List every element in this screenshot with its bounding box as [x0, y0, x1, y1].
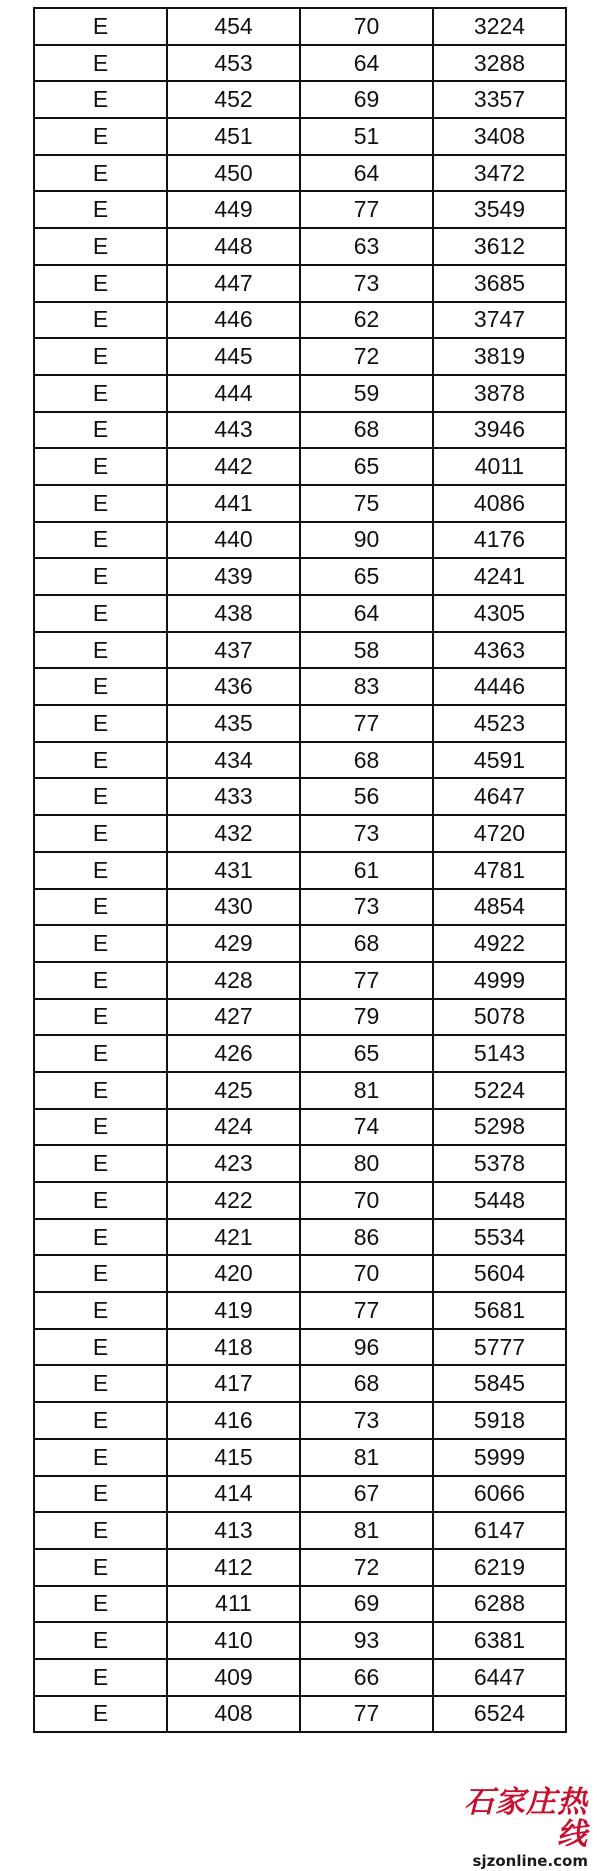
table-row — [34, 375, 566, 412]
cumulative-cell: 5378 — [433, 1145, 566, 1182]
cumulative-cell: 6381 — [433, 1622, 566, 1659]
table-row — [34, 155, 566, 192]
table-row — [34, 815, 566, 852]
score-cell: 424 — [167, 1109, 300, 1146]
count-cell: 73 — [300, 265, 433, 302]
cumulative-cell: 5999 — [433, 1439, 566, 1476]
count-cell: 77 — [300, 1696, 433, 1733]
count-cell: 65 — [300, 448, 433, 485]
grade-cell: E — [34, 375, 167, 412]
table-row — [34, 1512, 566, 1549]
grade-cell: E — [34, 1035, 167, 1072]
grade-cell: E — [34, 999, 167, 1036]
score-cell: 414 — [167, 1476, 300, 1513]
grade-cell: E — [34, 265, 167, 302]
count-cell: 96 — [300, 1329, 433, 1366]
count-cell: 83 — [300, 668, 433, 705]
table-row — [34, 999, 566, 1036]
count-cell: 62 — [300, 302, 433, 339]
cumulative-cell: 6066 — [433, 1476, 566, 1513]
grade-cell: E — [34, 302, 167, 339]
cumulative-cell: 4305 — [433, 595, 566, 632]
count-cell: 69 — [300, 1586, 433, 1623]
cumulative-cell: 3819 — [433, 338, 566, 375]
grade-cell: E — [34, 1329, 167, 1366]
cumulative-cell: 4922 — [433, 925, 566, 962]
count-cell: 77 — [300, 1292, 433, 1329]
count-cell: 51 — [300, 118, 433, 155]
score-cell: 438 — [167, 595, 300, 632]
score-cell: 437 — [167, 632, 300, 669]
grade-cell: E — [34, 852, 167, 889]
count-cell: 93 — [300, 1622, 433, 1659]
grade-cell: E — [34, 522, 167, 559]
count-cell: 77 — [300, 191, 433, 228]
table-row — [34, 1072, 566, 1109]
count-cell: 65 — [300, 1035, 433, 1072]
score-cell: 423 — [167, 1145, 300, 1182]
cumulative-cell: 3549 — [433, 191, 566, 228]
score-cell: 434 — [167, 742, 300, 779]
grade-cell: E — [34, 815, 167, 852]
score-cell: 436 — [167, 668, 300, 705]
grade-cell: E — [34, 962, 167, 999]
score-cell: 432 — [167, 815, 300, 852]
watermark-url: sjzonline.com — [472, 1852, 588, 1870]
table-row — [34, 558, 566, 595]
table-row — [34, 228, 566, 265]
grade-cell: E — [34, 1476, 167, 1513]
table-row — [34, 81, 566, 118]
watermark-logo: 石家庄热线 — [464, 1785, 588, 1852]
cumulative-cell: 3288 — [433, 45, 566, 82]
table-row — [34, 1365, 566, 1402]
score-cell: 444 — [167, 375, 300, 412]
cumulative-cell: 4176 — [433, 522, 566, 559]
table-row — [34, 962, 566, 999]
table-row — [34, 1659, 566, 1696]
cumulative-cell: 4720 — [433, 815, 566, 852]
table-row — [34, 705, 566, 742]
score-cell: 415 — [167, 1439, 300, 1476]
grade-cell: E — [34, 1402, 167, 1439]
score-cell: 447 — [167, 265, 300, 302]
table-row — [34, 1182, 566, 1219]
score-cell: 439 — [167, 558, 300, 595]
grade-cell: E — [34, 595, 167, 632]
table-row — [34, 412, 566, 449]
table-row — [34, 742, 566, 779]
cumulative-cell: 3224 — [433, 8, 566, 45]
count-cell: 70 — [300, 8, 433, 45]
table-row — [34, 1696, 566, 1733]
count-cell: 90 — [300, 522, 433, 559]
count-cell: 64 — [300, 45, 433, 82]
count-cell: 58 — [300, 632, 433, 669]
grade-cell: E — [34, 8, 167, 45]
cumulative-cell: 3946 — [433, 412, 566, 449]
count-cell: 77 — [300, 705, 433, 742]
cumulative-cell: 3685 — [433, 265, 566, 302]
score-cell: 452 — [167, 81, 300, 118]
cumulative-cell: 5298 — [433, 1109, 566, 1146]
table-row — [34, 191, 566, 228]
score-cell: 427 — [167, 999, 300, 1036]
cumulative-cell: 5143 — [433, 1035, 566, 1072]
grade-cell: E — [34, 338, 167, 375]
grade-cell: E — [34, 1365, 167, 1402]
cumulative-cell: 5078 — [433, 999, 566, 1036]
table-row — [34, 668, 566, 705]
score-cell: 421 — [167, 1219, 300, 1256]
score-cell: 411 — [167, 1586, 300, 1623]
cumulative-cell: 4363 — [433, 632, 566, 669]
cumulative-cell: 5604 — [433, 1255, 566, 1292]
score-cell: 430 — [167, 889, 300, 926]
table-row — [34, 8, 566, 45]
score-cell: 413 — [167, 1512, 300, 1549]
score-cell: 435 — [167, 705, 300, 742]
score-cell: 428 — [167, 962, 300, 999]
table-row — [34, 1219, 566, 1256]
count-cell: 69 — [300, 81, 433, 118]
score-cell: 422 — [167, 1182, 300, 1219]
score-cell: 453 — [167, 45, 300, 82]
table-row — [34, 265, 566, 302]
count-cell: 86 — [300, 1219, 433, 1256]
score-cell: 431 — [167, 852, 300, 889]
cumulative-cell: 3472 — [433, 155, 566, 192]
table-row — [34, 1549, 566, 1586]
count-cell: 66 — [300, 1659, 433, 1696]
count-cell: 64 — [300, 155, 433, 192]
grade-cell: E — [34, 1549, 167, 1586]
count-cell: 68 — [300, 742, 433, 779]
cumulative-cell: 5448 — [433, 1182, 566, 1219]
cumulative-cell: 3612 — [433, 228, 566, 265]
cumulative-cell: 5845 — [433, 1365, 566, 1402]
grade-cell: E — [34, 1622, 167, 1659]
cumulative-cell: 4446 — [433, 668, 566, 705]
grade-cell: E — [34, 412, 167, 449]
score-cell: 418 — [167, 1329, 300, 1366]
table-row — [34, 522, 566, 559]
cumulative-cell: 5224 — [433, 1072, 566, 1109]
count-cell: 70 — [300, 1182, 433, 1219]
table-row — [34, 1402, 566, 1439]
table-row — [34, 778, 566, 815]
count-cell: 61 — [300, 852, 433, 889]
cumulative-cell: 6219 — [433, 1549, 566, 1586]
score-cell: 410 — [167, 1622, 300, 1659]
count-cell: 73 — [300, 1402, 433, 1439]
table-row — [34, 595, 566, 632]
count-cell: 68 — [300, 1365, 433, 1402]
count-cell: 73 — [300, 815, 433, 852]
grade-cell: E — [34, 1292, 167, 1329]
count-cell: 64 — [300, 595, 433, 632]
cumulative-cell: 6524 — [433, 1696, 566, 1733]
score-cell: 441 — [167, 485, 300, 522]
cumulative-cell: 4647 — [433, 778, 566, 815]
table-row — [34, 448, 566, 485]
count-cell: 72 — [300, 1549, 433, 1586]
grade-cell: E — [34, 1696, 167, 1733]
cumulative-cell: 5534 — [433, 1219, 566, 1256]
cumulative-cell: 4781 — [433, 852, 566, 889]
table-row — [34, 889, 566, 926]
grade-cell: E — [34, 45, 167, 82]
count-cell: 74 — [300, 1109, 433, 1146]
table-row — [34, 302, 566, 339]
table-row — [34, 1255, 566, 1292]
cumulative-cell: 4854 — [433, 889, 566, 926]
grade-cell: E — [34, 705, 167, 742]
count-cell: 79 — [300, 999, 433, 1036]
table-row — [34, 485, 566, 522]
score-cell: 419 — [167, 1292, 300, 1329]
count-cell: 67 — [300, 1476, 433, 1513]
table-row — [34, 1586, 566, 1623]
cumulative-cell: 6147 — [433, 1512, 566, 1549]
table-row — [34, 852, 566, 889]
cumulative-cell: 4999 — [433, 962, 566, 999]
grade-cell: E — [34, 1219, 167, 1256]
table-row — [34, 45, 566, 82]
cumulative-cell: 4086 — [433, 485, 566, 522]
score-cell: 451 — [167, 118, 300, 155]
score-cell: 454 — [167, 8, 300, 45]
count-cell: 68 — [300, 925, 433, 962]
cumulative-cell: 5918 — [433, 1402, 566, 1439]
grade-cell: E — [34, 558, 167, 595]
score-table-body — [34, 8, 566, 1732]
score-cell: 417 — [167, 1365, 300, 1402]
cumulative-cell: 4591 — [433, 742, 566, 779]
grade-cell: E — [34, 668, 167, 705]
cumulative-cell: 4523 — [433, 705, 566, 742]
score-cell: 442 — [167, 448, 300, 485]
count-cell: 63 — [300, 228, 433, 265]
score-cell: 416 — [167, 1402, 300, 1439]
grade-cell: E — [34, 742, 167, 779]
grade-cell: E — [34, 1512, 167, 1549]
cumulative-cell: 5777 — [433, 1329, 566, 1366]
grade-cell: E — [34, 485, 167, 522]
score-cell: 420 — [167, 1255, 300, 1292]
table-row — [34, 1439, 566, 1476]
cumulative-cell: 6447 — [433, 1659, 566, 1696]
grade-cell: E — [34, 1439, 167, 1476]
count-cell: 59 — [300, 375, 433, 412]
cumulative-cell: 3747 — [433, 302, 566, 339]
watermark — [438, 1785, 588, 1870]
score-cell: 450 — [167, 155, 300, 192]
cumulative-cell: 6288 — [433, 1586, 566, 1623]
count-cell: 81 — [300, 1512, 433, 1549]
score-cell: 440 — [167, 522, 300, 559]
table-row — [34, 632, 566, 669]
count-cell: 72 — [300, 338, 433, 375]
grade-cell: E — [34, 118, 167, 155]
count-cell: 81 — [300, 1072, 433, 1109]
grade-cell: E — [34, 191, 167, 228]
count-cell: 77 — [300, 962, 433, 999]
grade-cell: E — [34, 1182, 167, 1219]
grade-cell: E — [34, 1659, 167, 1696]
grade-cell: E — [34, 1255, 167, 1292]
count-cell: 68 — [300, 412, 433, 449]
score-cell: 409 — [167, 1659, 300, 1696]
table-row — [34, 1476, 566, 1513]
grade-cell: E — [34, 228, 167, 265]
cumulative-cell: 3357 — [433, 81, 566, 118]
grade-cell: E — [34, 448, 167, 485]
count-cell: 81 — [300, 1439, 433, 1476]
cumulative-cell: 3408 — [433, 118, 566, 155]
score-cell: 445 — [167, 338, 300, 375]
table-row — [34, 1145, 566, 1182]
grade-cell: E — [34, 1145, 167, 1182]
table-row — [34, 1292, 566, 1329]
grade-cell: E — [34, 1109, 167, 1146]
cumulative-cell: 3878 — [433, 375, 566, 412]
score-cell: 426 — [167, 1035, 300, 1072]
count-cell: 73 — [300, 889, 433, 926]
grade-cell: E — [34, 81, 167, 118]
grade-cell: E — [34, 632, 167, 669]
table-row — [34, 338, 566, 375]
grade-cell: E — [34, 778, 167, 815]
grade-cell: E — [34, 925, 167, 962]
table-row — [34, 1035, 566, 1072]
table-row — [34, 118, 566, 155]
cumulative-cell: 4241 — [433, 558, 566, 595]
table-row — [34, 1622, 566, 1659]
score-cell: 433 — [167, 778, 300, 815]
count-cell: 75 — [300, 485, 433, 522]
grade-cell: E — [34, 1072, 167, 1109]
score-cell: 412 — [167, 1549, 300, 1586]
cumulative-cell: 4011 — [433, 448, 566, 485]
grade-cell: E — [34, 155, 167, 192]
score-table — [33, 7, 567, 1733]
count-cell: 65 — [300, 558, 433, 595]
count-cell: 80 — [300, 1145, 433, 1182]
grade-cell: E — [34, 889, 167, 926]
table-row — [34, 925, 566, 962]
score-cell: 408 — [167, 1696, 300, 1733]
score-cell: 448 — [167, 228, 300, 265]
table-row — [34, 1329, 566, 1366]
table-row — [34, 1109, 566, 1146]
grade-cell: E — [34, 1586, 167, 1623]
score-cell: 429 — [167, 925, 300, 962]
count-cell: 70 — [300, 1255, 433, 1292]
score-cell: 443 — [167, 412, 300, 449]
count-cell: 56 — [300, 778, 433, 815]
score-cell: 446 — [167, 302, 300, 339]
score-cell: 449 — [167, 191, 300, 228]
cumulative-cell: 5681 — [433, 1292, 566, 1329]
score-cell: 425 — [167, 1072, 300, 1109]
